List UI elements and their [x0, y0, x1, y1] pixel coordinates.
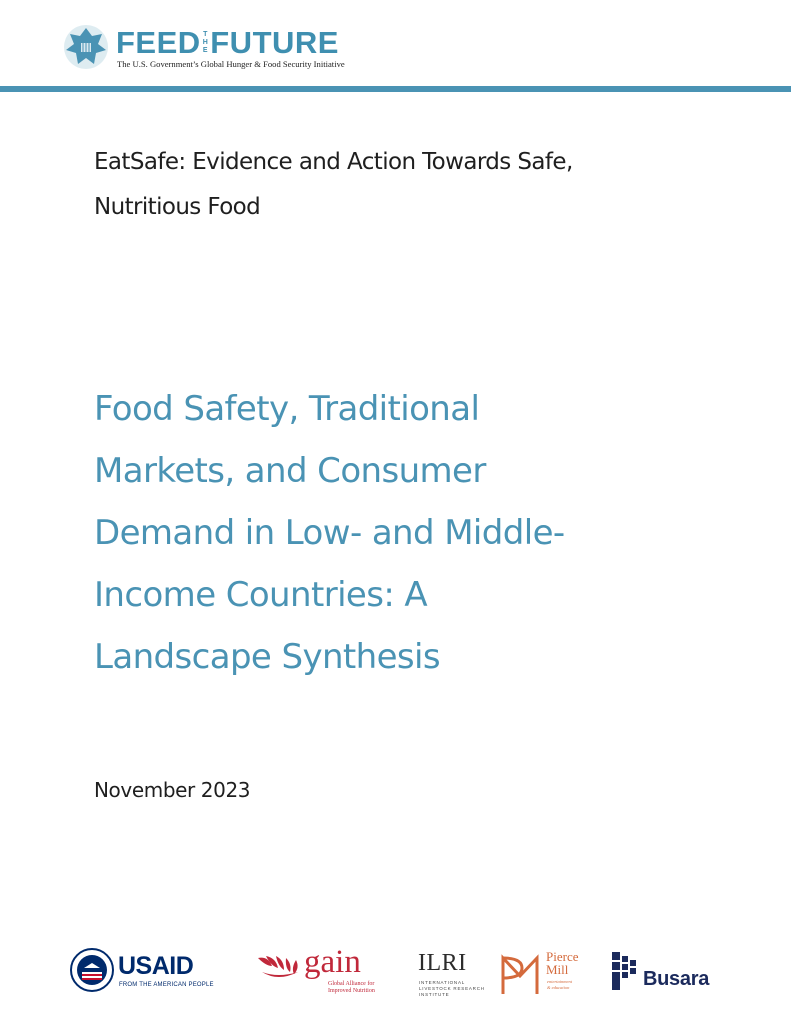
- project-line: EatSafe: Evidence and Action Towards Safe,: [94, 149, 573, 175]
- logo-tagline: The U.S. Government’s Global Hunger & Food Security Initiative: [117, 59, 345, 69]
- partner-logos: [0, 940, 791, 1010]
- gain-logo: [256, 944, 386, 1004]
- usaid-tagline: FROM THE AMERICAN PEOPLE: [119, 982, 214, 988]
- pierce-mill-tagline: entertainment & education: [547, 979, 572, 990]
- pierce-mill-mark-icon: [500, 954, 540, 996]
- ilri-tagline: INTERNATIONAL LIVESTOCK RESEARCH INSTITUTE: [419, 980, 485, 997]
- title-line: Landscape Synthesis: [94, 637, 440, 677]
- logo-future: FUTURE: [210, 25, 339, 60]
- title-line: Markets, and Consumer: [94, 451, 486, 491]
- usaid-logo: [70, 948, 220, 1000]
- header: [0, 0, 791, 96]
- great-seal-icon: [62, 22, 110, 72]
- gain-leaf-icon: [256, 954, 302, 982]
- usaid-wordmark: USAID: [118, 952, 194, 980]
- busara-pixel-icon: [610, 950, 640, 992]
- project-line: Nutritious Food: [94, 194, 261, 220]
- ilri-wordmark: ILRI: [418, 950, 467, 976]
- busara-logo: [610, 950, 720, 1000]
- report-title: [94, 378, 694, 688]
- pierce-mill-logo: [500, 949, 592, 1000]
- header-divider: [0, 86, 791, 92]
- logo-the: T H E: [202, 31, 209, 54]
- busara-wordmark: Busara: [643, 968, 710, 990]
- gain-wordmark: gain: [304, 944, 361, 980]
- title-line: Demand in Low- and Middle-: [94, 513, 565, 553]
- feed-the-future-logo: [116, 26, 339, 60]
- title-line: Food Safety, Traditional: [94, 389, 480, 429]
- title-line: Income Countries: A: [94, 575, 428, 615]
- ilri-logo: [418, 950, 485, 1004]
- gain-tagline: Global Alliance for Improved Nutrition: [328, 981, 375, 994]
- logo-feed: FEED: [116, 25, 201, 60]
- publication-date: November 2023: [94, 778, 251, 802]
- project-name: [94, 140, 694, 230]
- pierce-mill-wordmark: Pierce Mill: [546, 949, 579, 977]
- usaid-seal-icon: [70, 948, 114, 992]
